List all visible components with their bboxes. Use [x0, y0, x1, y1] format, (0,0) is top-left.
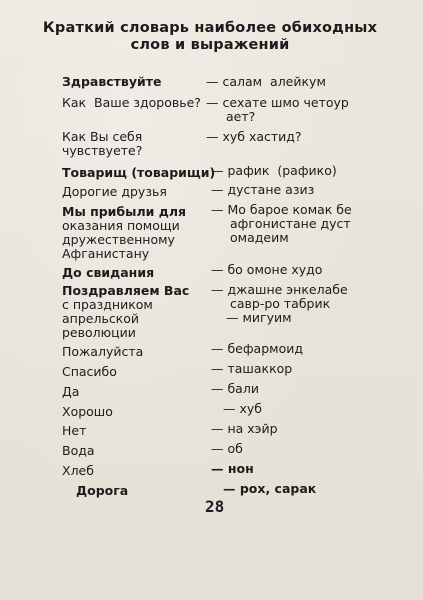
- entry-translation-line: омадеим: [230, 230, 289, 245]
- entry-translation-line: — Мо барое комак бе: [211, 202, 352, 217]
- entry-ru-line: Дорога: [76, 483, 129, 498]
- entry-translation-line: — на хэйр: [211, 421, 278, 436]
- title-line-1: Краткий словарь наиболее обиходных: [42, 20, 378, 36]
- page-number: 28: [205, 497, 225, 516]
- entry-ru-line: оказания помощи: [62, 218, 180, 233]
- entry-translation-line: — джашне энкелабе: [211, 282, 348, 297]
- entry-ru-line: Товарищ (товарищи): [62, 165, 216, 180]
- entry-ru-line: Хорошо: [62, 404, 113, 419]
- entry-ru-line: Спасибо: [62, 364, 117, 379]
- entry-ru-line: Поздравляем Вас: [62, 283, 190, 298]
- entry-translation-line: — ташаккор: [211, 361, 293, 376]
- entry-translation-line: — мигуим: [226, 310, 292, 325]
- entry-translation-line: — хуб: [223, 401, 262, 416]
- title-line-2: слов и выражений: [130, 37, 290, 53]
- entry-translation-line: — хуб хастид?: [206, 129, 302, 144]
- entry-translation-line: — нон: [211, 461, 254, 476]
- entry-translation-line: афгонистане дуст: [230, 216, 351, 231]
- entry-translation-line: — об: [211, 441, 243, 456]
- entry-ru-line: Дорогие друзья: [62, 184, 167, 199]
- entry-ru-line: Нет: [62, 423, 87, 438]
- entry-ru-line: Здравствуйте: [62, 74, 162, 89]
- entry-ru-line: Хлеб: [62, 463, 94, 478]
- entry-ru-line: революции: [62, 325, 136, 340]
- entry-ru-line: Как Вы себя: [62, 129, 143, 144]
- entry-ru-line: Афганистану: [62, 246, 150, 261]
- entry-ru-line: с праздником: [62, 297, 153, 312]
- entry-ru-line: Как Ваше здоровье?: [62, 95, 201, 110]
- entry-ru-line: До свидания: [62, 265, 155, 280]
- entry-ru-line: Да: [62, 384, 80, 399]
- entry-ru-line: апрельской: [62, 311, 140, 326]
- entry-translation-line: — бали: [211, 381, 259, 396]
- entry-ru-line: чувствуете?: [62, 143, 143, 158]
- entry-translation-line: савр-ро табрик: [230, 296, 331, 311]
- entry-ru-line: дружественному: [62, 232, 175, 247]
- entry-translation-line: — рох, сарак: [223, 481, 317, 496]
- entry-ru-line: Вода: [62, 443, 95, 458]
- entry-translation-line: — салам алейкум: [206, 74, 326, 89]
- entry-translation-line: — бо омоне худо: [211, 262, 323, 277]
- entry-ru-line: Пожалуйста: [62, 344, 144, 359]
- entry-translation-line: — рафик (рафико): [211, 163, 337, 178]
- entry-ru-line: Мы прибыли для: [62, 204, 187, 219]
- entry-translation-line: ает?: [226, 109, 256, 124]
- entry-translation-line: — сехате шмо четоур: [206, 95, 349, 110]
- entry-translation-line: — дустане азиз: [211, 182, 315, 197]
- entry-translation-line: — бефармоид: [211, 341, 303, 356]
